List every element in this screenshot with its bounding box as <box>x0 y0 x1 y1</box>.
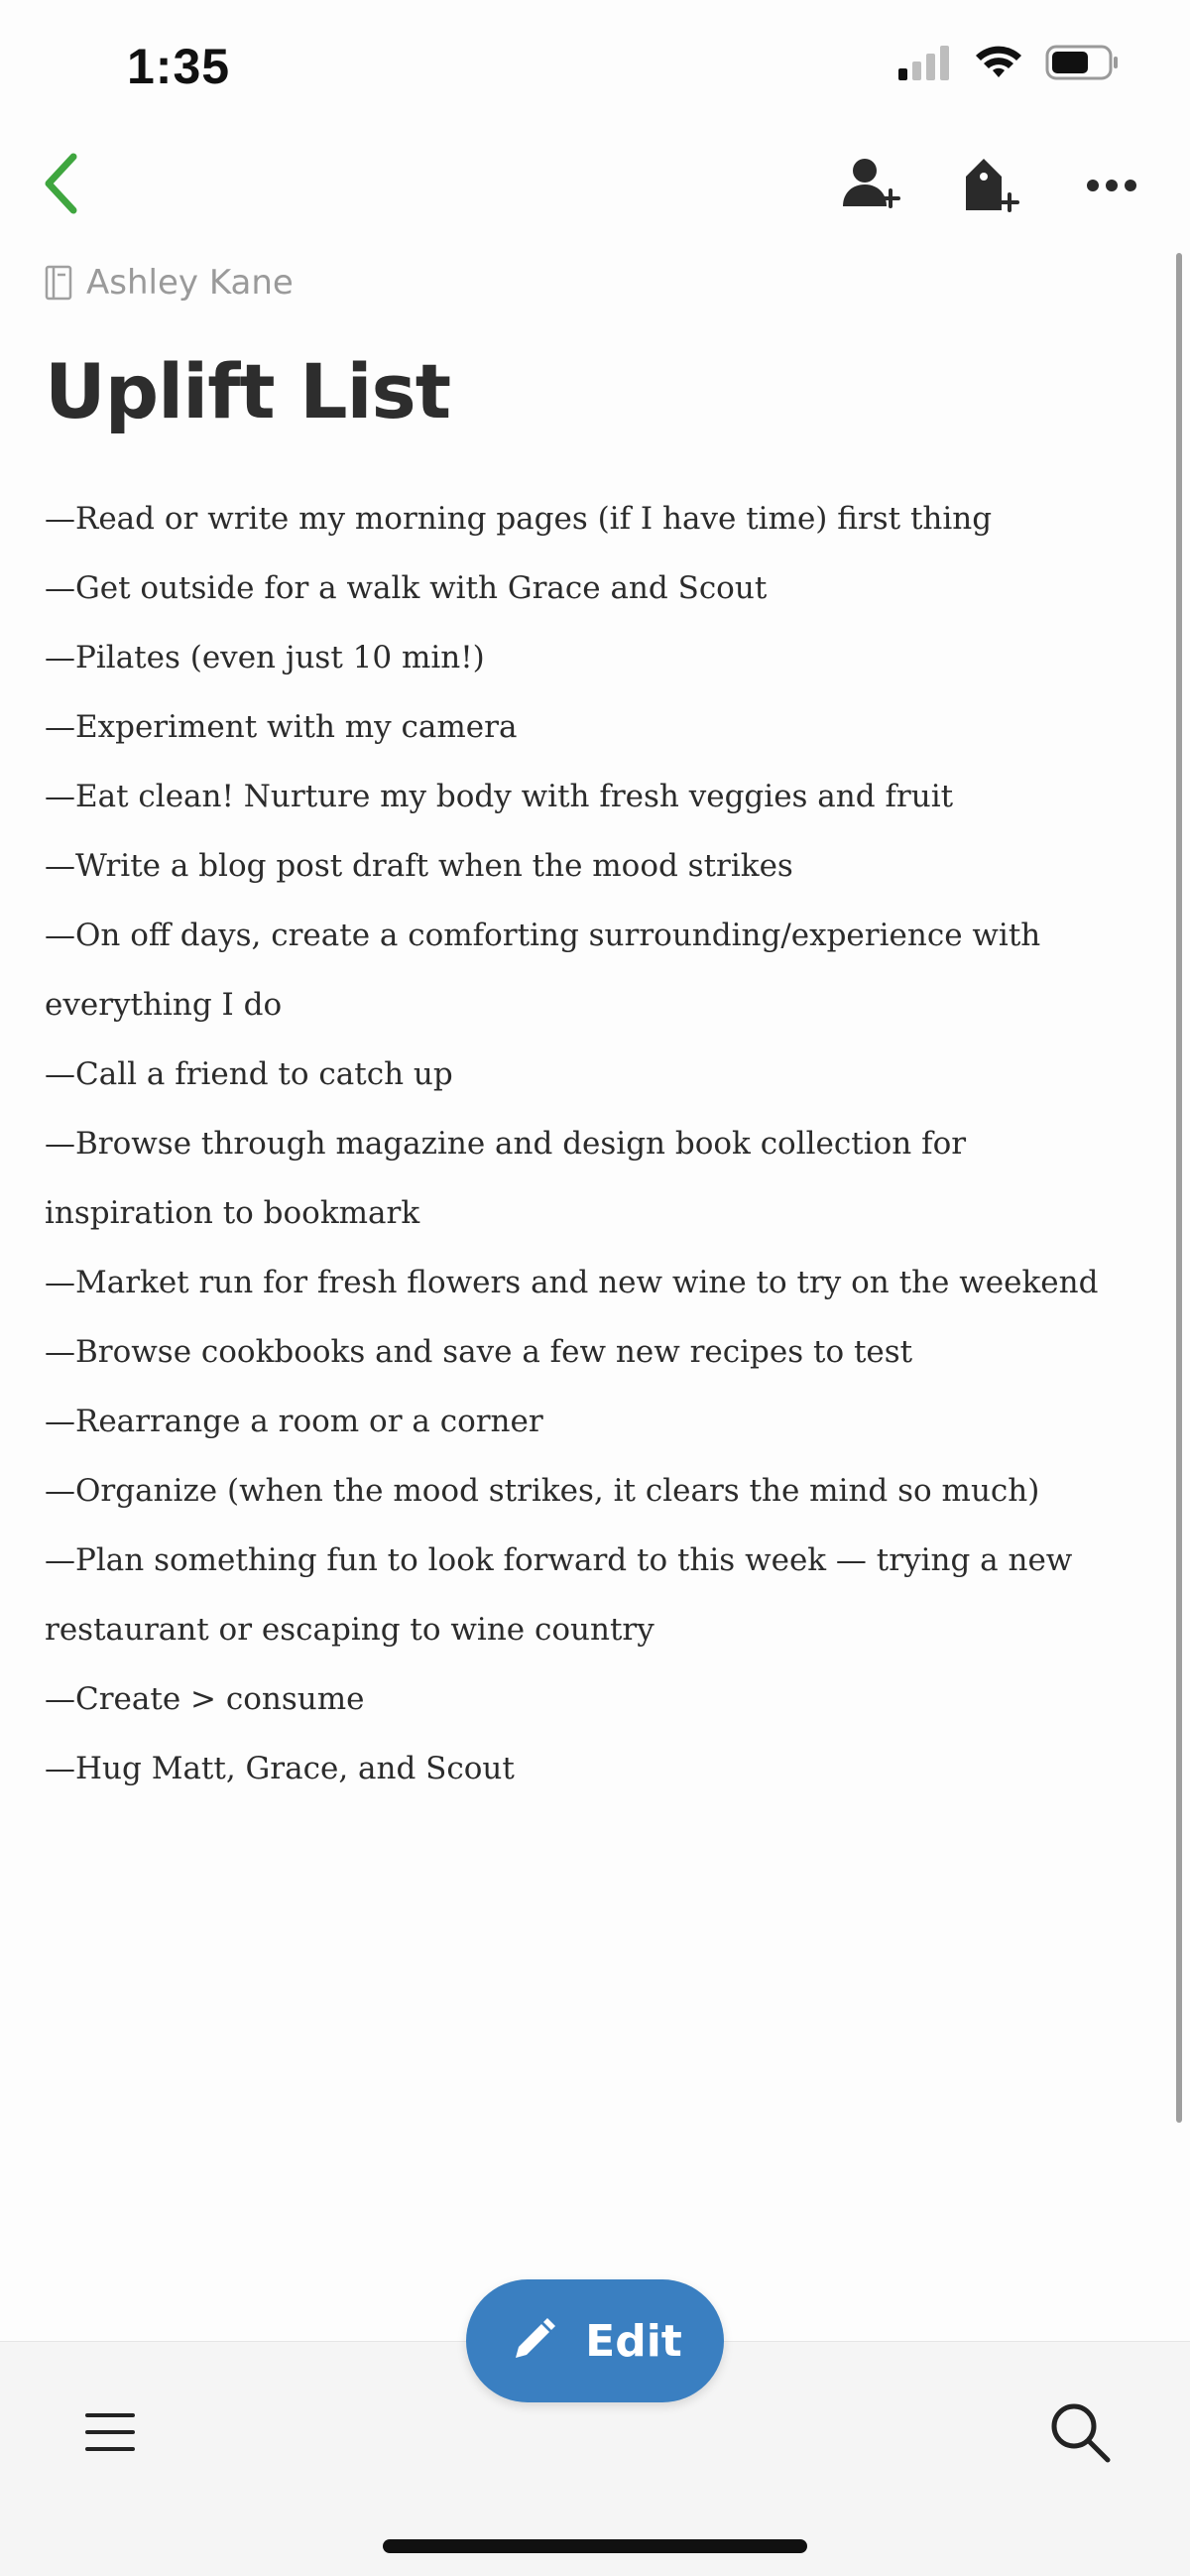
note-body <box>45 484 1135 1803</box>
note-line: —On off days, create a comforting surrounding/experience with everything I do <box>45 918 1041 1023</box>
status-bar <box>0 0 1190 129</box>
note-line: —Hug Matt, Grace, and Scout <box>45 1751 515 1786</box>
status-time: 1:35 <box>127 39 231 94</box>
note-line: —Rearrange a room or a corner <box>45 1404 543 1439</box>
note-line: —Organize (when the mood strikes, it clears the mind so much) <box>45 1473 1040 1509</box>
edit-button-label: Edit <box>585 2315 682 2367</box>
share-button[interactable] <box>835 151 904 220</box>
note-line: —Write a blog post draft when the mood strikes <box>45 848 793 884</box>
note-line: —Read or write my morning pages (if I have time) first thing <box>45 501 993 537</box>
note-line: —Browse cookbooks and save a few new recipes to test <box>45 1334 913 1370</box>
add-tag-icon <box>958 155 1019 216</box>
pencil-icon <box>508 2316 557 2366</box>
note-line: —Experiment with my camera <box>45 709 518 745</box>
edit-button[interactable] <box>466 2279 724 2402</box>
note-line: —Plan something fun to look forward to this week — trying a new restaurant or escaping to wine country <box>45 1542 1073 1648</box>
note-title: Uplift List <box>45 347 451 435</box>
note-line: —Pilates (even just 10 min!) <box>45 640 485 675</box>
home-indicator[interactable] <box>383 2539 807 2553</box>
note-line: —Call a friend to catch up <box>45 1056 453 1092</box>
note-line: —Create > consume <box>45 1681 365 1717</box>
chevron-left-icon <box>41 153 80 214</box>
signal-icon <box>896 45 952 80</box>
wifi-icon <box>974 44 1023 81</box>
note-line: —Get outside for a walk with Grace and Scout <box>45 570 768 606</box>
notebook-name: Ashley Kane <box>86 263 294 303</box>
note-line: —Eat clean! Nurture my body with fresh veggies and fruit <box>45 779 954 814</box>
note-toolbar <box>0 129 1190 238</box>
note-line: —Browse through magazine and design book collection for inspiration to bookmark <box>45 1126 967 1231</box>
notebook-link[interactable] <box>45 258 1135 307</box>
search-button[interactable] <box>1045 2397 1115 2467</box>
add-tag-button[interactable] <box>954 151 1023 220</box>
add-person-icon <box>839 155 900 216</box>
hamburger-menu-icon <box>83 2410 137 2454</box>
back-button[interactable] <box>36 149 85 218</box>
notebook-icon <box>45 265 72 301</box>
note-line: —Market run for fresh flowers and new wine to try on the weekend <box>45 1265 1099 1300</box>
more-options-button[interactable] <box>1077 151 1146 220</box>
more-icon <box>1086 178 1137 193</box>
menu-button[interactable] <box>79 2401 141 2463</box>
status-icons <box>896 44 1121 81</box>
scrollbar[interactable] <box>1176 253 1182 2123</box>
note-content <box>45 258 1135 1803</box>
search-icon <box>1048 2400 1112 2464</box>
battery-icon <box>1045 44 1121 81</box>
